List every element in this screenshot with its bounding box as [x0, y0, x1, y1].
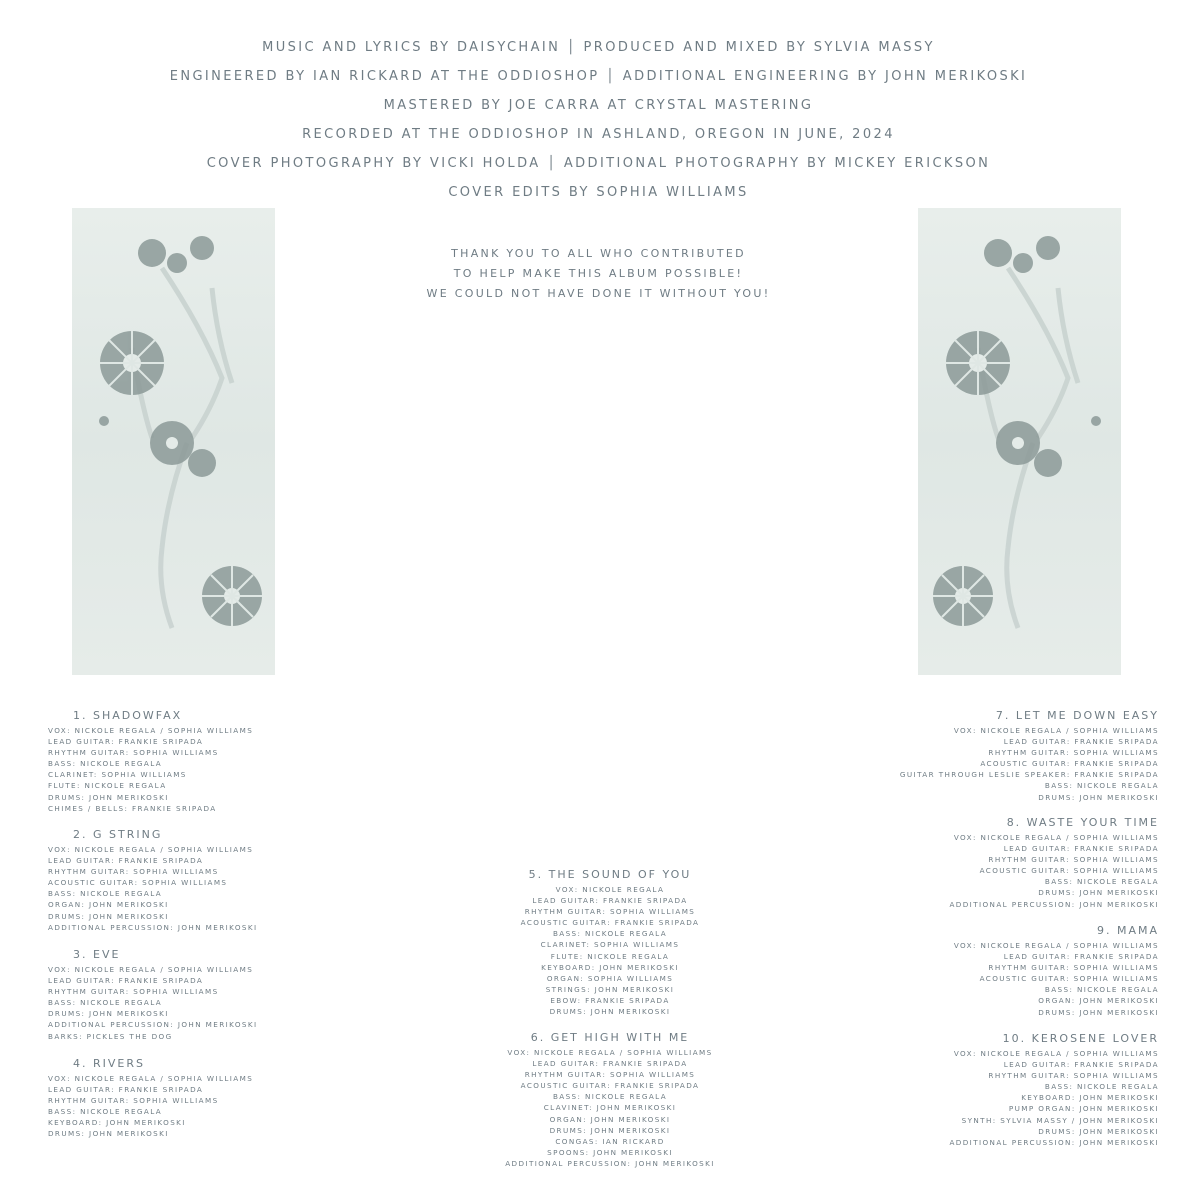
personnel-line: VOX: NICKOLE REGALA / SOPHIA WILLIAMS: [48, 845, 254, 854]
personnel-line: DRUMS: JOHN MERIKOSKI: [1038, 888, 1159, 898]
personnel-line: LEAD GUITAR: FRANKIE SRIPADA: [1003, 952, 1159, 962]
personnel-line: LEAD GUITAR: FRANKIE SRIPADA: [48, 976, 204, 986]
personnel-line: ACOUSTIC GUITAR: FRANKIE SRIPADA: [520, 918, 700, 928]
personnel-line: ACOUSTIC GUITAR: SOPHIA WILLIAMS: [48, 878, 228, 888]
personnel-line: DRUMS: JOHN MERIKOSKI: [1038, 1007, 1159, 1017]
personnel-line: RHYTHM GUITAR: SOPHIA WILLIAMS: [48, 987, 219, 997]
personnel-line: ADDITIONAL PERCUSSION: JOHN MERIKOSKI: [949, 1137, 1159, 1147]
track-1: [48, 709, 253, 814]
track-title: 10. KEROSENE LOVER: [1002, 1032, 1159, 1045]
personnel-line: CHIMES / BELLS: FRANKIE SRIPADA: [48, 803, 217, 813]
personnel-line: BARKS: PICKLES THE DOG: [48, 1031, 173, 1041]
personnel-line: RHYTHM GUITAR: SOPHIA WILLIAMS: [988, 1071, 1159, 1081]
personnel-line: EBOW: FRANKIE SRIPADA: [550, 995, 670, 1005]
credit-line: MUSIC AND LYRICS BY DAISYCHAIN │ PRODUCED AND MIXED BY SYLVIA MASSY: [262, 40, 935, 55]
personnel-line: DRUMS: JOHN MERIKOSKI: [1038, 1126, 1159, 1136]
personnel-line: VOX: NICKOLE REGALA / SOPHIA WILLIAMS: [48, 965, 254, 974]
personnel-line: ORGAN: JOHN MERIKOSKI: [549, 1114, 671, 1124]
personnel-line: RHYTHM GUITAR: SOPHIA WILLIAMS: [48, 867, 219, 877]
personnel-line: DRUMS: JOHN MERIKOSKI: [549, 1125, 671, 1135]
personnel-line: BASS: NICKOLE REGALA: [48, 998, 163, 1008]
personnel-line: VOX: NICKOLE REGALA / SOPHIA WILLIAMS: [953, 726, 1159, 735]
personnel-line: VOX: NICKOLE REGALA / SOPHIA WILLIAMS: [953, 1049, 1159, 1058]
track-2: [48, 828, 258, 933]
personnel-line: STRINGS: JOHN MERIKOSKI: [545, 984, 675, 994]
personnel-line: ADDITIONAL PERCUSSION: JOHN MERIKOSKI: [48, 1020, 258, 1030]
personnel-line: ORGAN: JOHN MERIKOSKI: [48, 900, 169, 910]
personnel-line: CLAVINET: JOHN MERIKOSKI: [543, 1103, 677, 1113]
personnel-line: CONGAS: IAN RICKARD: [555, 1136, 665, 1146]
credit-line: RECORDED AT THE ODDIOSHOP IN ASHLAND, OREGON IN JUNE, 2024: [302, 127, 895, 142]
track-title: 3. EVE: [73, 948, 121, 961]
personnel-line: GUITAR THROUGH LESLIE SPEAKER: FRANKIE SRIPADA: [899, 770, 1159, 780]
personnel-line: LEAD GUITAR: FRANKIE SRIPADA: [1003, 737, 1159, 747]
personnel-line: BASS: NICKOLE REGALA: [1044, 877, 1159, 887]
track-7: [900, 709, 1159, 803]
daisy-flowers-illustration: [918, 208, 1121, 675]
track-title: 2. G STRING: [73, 828, 163, 841]
personnel-line: RHYTHM GUITAR: SOPHIA WILLIAMS: [48, 748, 219, 758]
personnel-line: SPOONS: JOHN MERIKOSKI: [547, 1147, 673, 1157]
personnel-line: KEYBOARD: JOHN MERIKOSKI: [541, 962, 679, 972]
personnel-line: PUMP ORGAN: JOHN MERIKOSKI: [1008, 1104, 1159, 1114]
personnel-line: VOX: NICKOLE REGALA / SOPHIA WILLIAMS: [953, 833, 1159, 842]
personnel-line: ACOUSTIC GUITAR: FRANKIE SRIPADA: [520, 1081, 700, 1091]
personnel-line: KEYBOARD: JOHN MERIKOSKI: [1021, 1093, 1159, 1103]
credit-line: ENGINEERED BY IAN RICKARD AT THE ODDIOSHOP │ ADDITIONAL ENGINEERING BY JOHN MERIKOSKI: [169, 69, 1028, 84]
personnel-line: RHYTHM GUITAR: SOPHIA WILLIAMS: [988, 855, 1159, 865]
personnel-line: RHYTHM GUITAR: SOPHIA WILLIAMS: [524, 1070, 696, 1080]
personnel-line: BASS: NICKOLE REGALA: [552, 929, 668, 939]
track-5: [430, 868, 790, 1017]
personnel-line: ACOUSTIC GUITAR: SOPHIA WILLIAMS: [979, 974, 1159, 984]
track-title: 1. SHADOWFAX: [73, 709, 183, 722]
credits-block: [0, 38, 1197, 212]
track-title: 6. GET HIGH WITH ME: [530, 1031, 690, 1044]
personnel-line: LEAD GUITAR: FRANKIE SRIPADA: [48, 737, 204, 747]
personnel-line: CLARINET: SOPHIA WILLIAMS: [540, 940, 680, 950]
personnel-line: LEAD GUITAR: FRANKIE SRIPADA: [1003, 1060, 1159, 1070]
daisy-flowers-illustration: [72, 208, 275, 675]
personnel-line: DRUMS: JOHN MERIKOSKI: [48, 792, 169, 802]
personnel-line: ADDITIONAL PERCUSSION: JOHN MERIKOSKI: [48, 922, 258, 932]
track-6: [430, 1031, 790, 1169]
track-10: [949, 1032, 1159, 1148]
personnel-line: VOX: NICKOLE REGALA / SOPHIA WILLIAMS: [48, 726, 254, 735]
track-9: [954, 924, 1159, 1018]
track-title: 7. LET ME DOWN EASY: [995, 709, 1159, 722]
personnel-line: DRUMS: JOHN MERIKOSKI: [48, 1009, 169, 1019]
personnel-line: BASS: NICKOLE REGALA: [48, 889, 163, 899]
personnel-line: CLARINET: SOPHIA WILLIAMS: [48, 770, 187, 780]
personnel-line: ORGAN: SOPHIA WILLIAMS: [546, 973, 674, 983]
personnel-line: SYNTH: SYLVIA MASSY / JOHN MERIKOSKI: [961, 1115, 1159, 1125]
personnel-line: LEAD GUITAR: FRANKIE SRIPADA: [1003, 844, 1159, 854]
flower-art-right: [918, 208, 1121, 675]
personnel-line: RHYTHM GUITAR: SOPHIA WILLIAMS: [48, 1096, 219, 1106]
thank-you-line: WE COULD NOT HAVE DONE IT WITHOUT YOU!: [426, 287, 771, 300]
credit-line: COVER EDITS BY SOPHIA WILLIAMS: [448, 185, 749, 200]
track-8: [949, 816, 1159, 910]
personnel-line: ACOUSTIC GUITAR: FRANKIE SRIPADA: [980, 759, 1159, 769]
personnel-line: DRUMS: JOHN MERIKOSKI: [549, 1007, 671, 1017]
track-title: 5. THE SOUND OF YOU: [528, 868, 692, 881]
personnel-line: BASS: NICKOLE REGALA: [1044, 781, 1159, 791]
personnel-line: DRUMS: JOHN MERIKOSKI: [48, 1129, 169, 1139]
personnel-line: DRUMS: JOHN MERIKOSKI: [1038, 792, 1159, 802]
personnel-line: BASS: NICKOLE REGALA: [552, 1092, 668, 1102]
thank-you-line: TO HELP MAKE THIS ALBUM POSSIBLE!: [453, 267, 744, 280]
personnel-line: FLUTE: NICKOLE REGALA: [48, 781, 167, 791]
personnel-line: VOX: NICKOLE REGALA: [555, 885, 665, 894]
flower-art-left: [72, 208, 275, 675]
credit-line: COVER PHOTOGRAPHY BY VICKI HOLDA │ ADDITIONAL PHOTOGRAPHY BY MICKEY ERICKSON: [206, 156, 991, 171]
personnel-line: ORGAN: JOHN MERIKOSKI: [1038, 996, 1159, 1006]
personnel-line: RHYTHM GUITAR: SOPHIA WILLIAMS: [988, 748, 1159, 758]
personnel-line: LEAD GUITAR: FRANKIE SRIPADA: [48, 856, 204, 866]
personnel-line: VOX: NICKOLE REGALA / SOPHIA WILLIAMS: [48, 1074, 254, 1083]
track-4: [48, 1057, 253, 1140]
personnel-line: VOX: NICKOLE REGALA / SOPHIA WILLIAMS: [953, 941, 1159, 950]
personnel-line: RHYTHM GUITAR: SOPHIA WILLIAMS: [524, 907, 696, 917]
track-title: 8. WASTE YOUR TIME: [1006, 816, 1159, 829]
personnel-line: VOX: NICKOLE REGALA / SOPHIA WILLIAMS: [507, 1048, 713, 1057]
personnel-line: BASS: NICKOLE REGALA: [1044, 1082, 1159, 1092]
personnel-line: RHYTHM GUITAR: SOPHIA WILLIAMS: [988, 963, 1159, 973]
personnel-line: BASS: NICKOLE REGALA: [1044, 985, 1159, 995]
track-3: [48, 948, 258, 1042]
personnel-line: FLUTE: NICKOLE REGALA: [550, 951, 670, 961]
credit-line: MASTERED BY JOE CARRA AT CRYSTAL MASTERING: [383, 98, 814, 113]
track-title: 4. RIVERS: [73, 1057, 145, 1070]
personnel-line: BASS: NICKOLE REGALA: [48, 759, 163, 769]
personnel-line: ADDITIONAL PERCUSSION: JOHN MERIKOSKI: [505, 1158, 715, 1168]
personnel-line: DRUMS: JOHN MERIKOSKI: [48, 911, 169, 921]
personnel-line: LEAD GUITAR: FRANKIE SRIPADA: [532, 1059, 688, 1069]
personnel-line: KEYBOARD: JOHN MERIKOSKI: [48, 1118, 186, 1128]
thank-you-line: THANK YOU TO ALL WHO CONTRIBUTED: [451, 247, 746, 260]
personnel-line: LEAD GUITAR: FRANKIE SRIPADA: [48, 1085, 204, 1095]
personnel-line: ADDITIONAL PERCUSSION: JOHN MERIKOSKI: [949, 899, 1159, 909]
track-title: 9. MAMA: [1096, 924, 1159, 937]
personnel-line: BASS: NICKOLE REGALA: [48, 1107, 163, 1117]
personnel-line: LEAD GUITAR: FRANKIE SRIPADA: [532, 896, 688, 906]
personnel-line: ACOUSTIC GUITAR: SOPHIA WILLIAMS: [979, 866, 1159, 876]
